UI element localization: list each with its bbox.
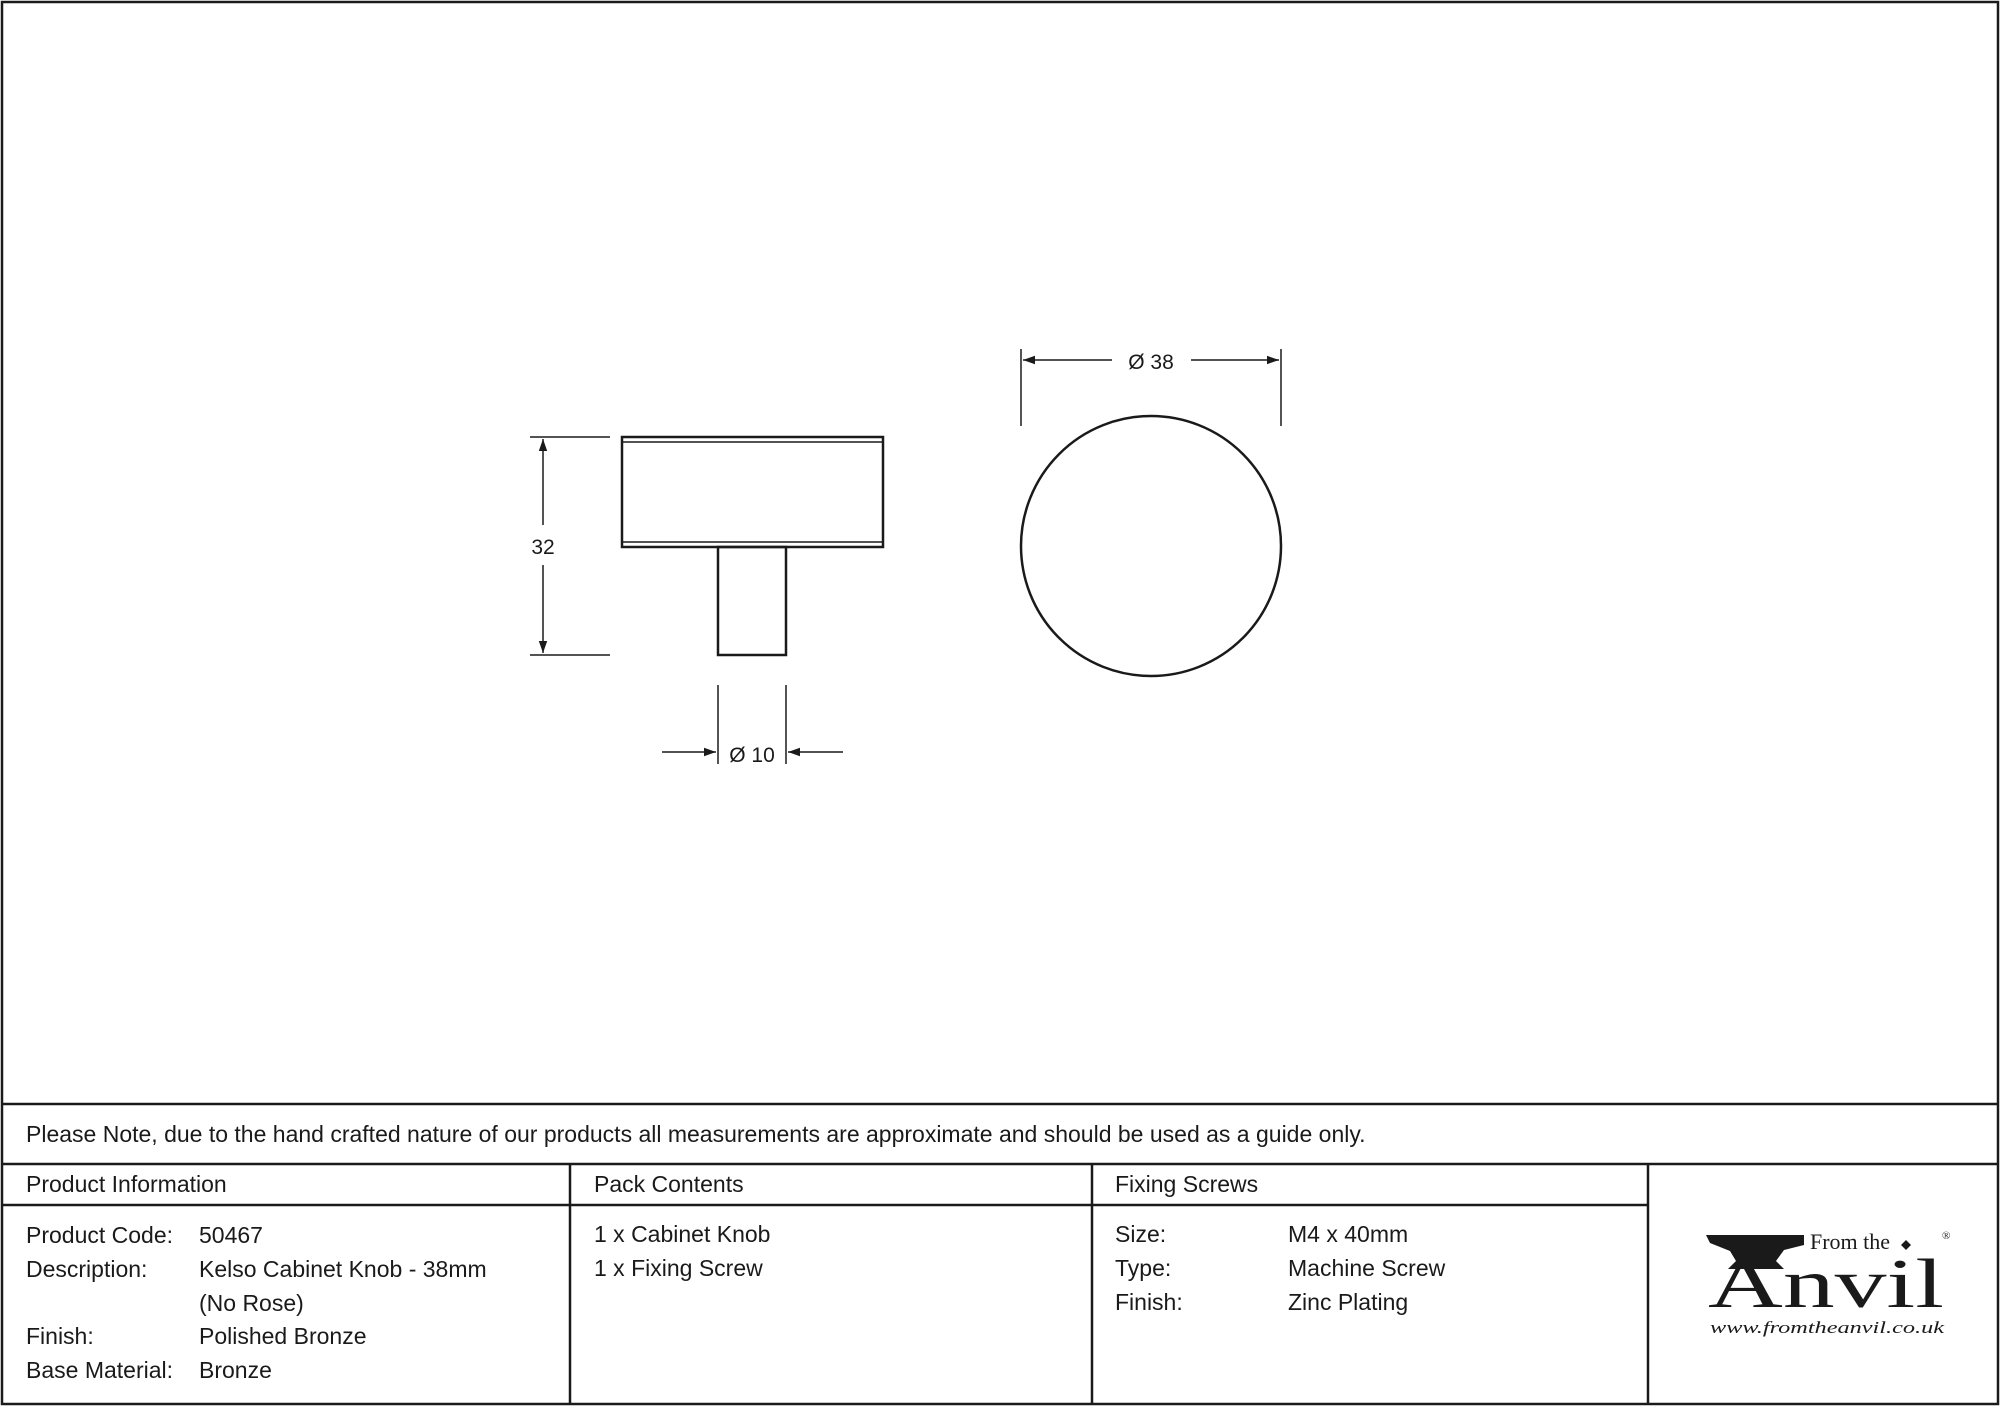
product-code-label: Product Code: <box>26 1222 174 1248</box>
finish-value: Polished Bronze <box>199 1323 367 1349</box>
knob-spindle-outline <box>718 547 786 655</box>
spindle-diameter-label: Ø 10 <box>729 744 775 767</box>
description-value: Kelso Cabinet Knob - 38mm <box>199 1256 487 1282</box>
screw-size-label: Size: <box>1115 1221 1167 1247</box>
height-dimension-label: 32 <box>531 536 555 559</box>
pack-contents-item: 1 x Fixing Screw <box>594 1255 763 1281</box>
finish-label: Finish: <box>26 1323 94 1349</box>
screw-finish-label: Finish: <box>1115 1289 1183 1315</box>
knob-side-view <box>622 437 883 655</box>
logo-website-url: www.fromtheanvil.co.uk <box>1710 1318 1945 1337</box>
logo-from-the: From the <box>1810 1229 1891 1254</box>
knob-front-view <box>1021 416 1281 676</box>
logo-anvil-wordmark: Anvil <box>1708 1246 1944 1323</box>
knob-head-outline <box>622 437 883 547</box>
base-material-label: Base Material: <box>26 1357 174 1383</box>
pack-contents-header: Pack Contents <box>594 1171 744 1197</box>
measurement-note: Please Note, due to the hand crafted nature of our products all measurements are approximate and should be used as a guide only. <box>26 1121 1366 1147</box>
base-material-value: Bronze <box>199 1357 272 1383</box>
screw-size-value: M4 x 40mm <box>1288 1221 1409 1247</box>
screw-finish-value: Zinc Plating <box>1288 1289 1409 1315</box>
screw-type-value: Machine Screw <box>1288 1255 1446 1281</box>
logo-registered-mark: ® <box>1942 1230 1951 1242</box>
product-information-header: Product Information <box>26 1171 227 1197</box>
sheet-frame <box>2 2 1998 1404</box>
fixing-screws-header: Fixing Screws <box>1115 1171 1259 1197</box>
description-label: Description: <box>26 1256 148 1282</box>
pack-contents-item: 1 x Cabinet Knob <box>594 1221 771 1247</box>
product-code-value: 50467 <box>199 1222 263 1248</box>
from-the-anvil-logo <box>1700 1225 1960 1345</box>
knob-diameter-label: Ø 38 <box>1128 351 1174 374</box>
screw-type-label: Type: <box>1115 1255 1172 1281</box>
description-value-continued: (No Rose) <box>199 1290 304 1316</box>
